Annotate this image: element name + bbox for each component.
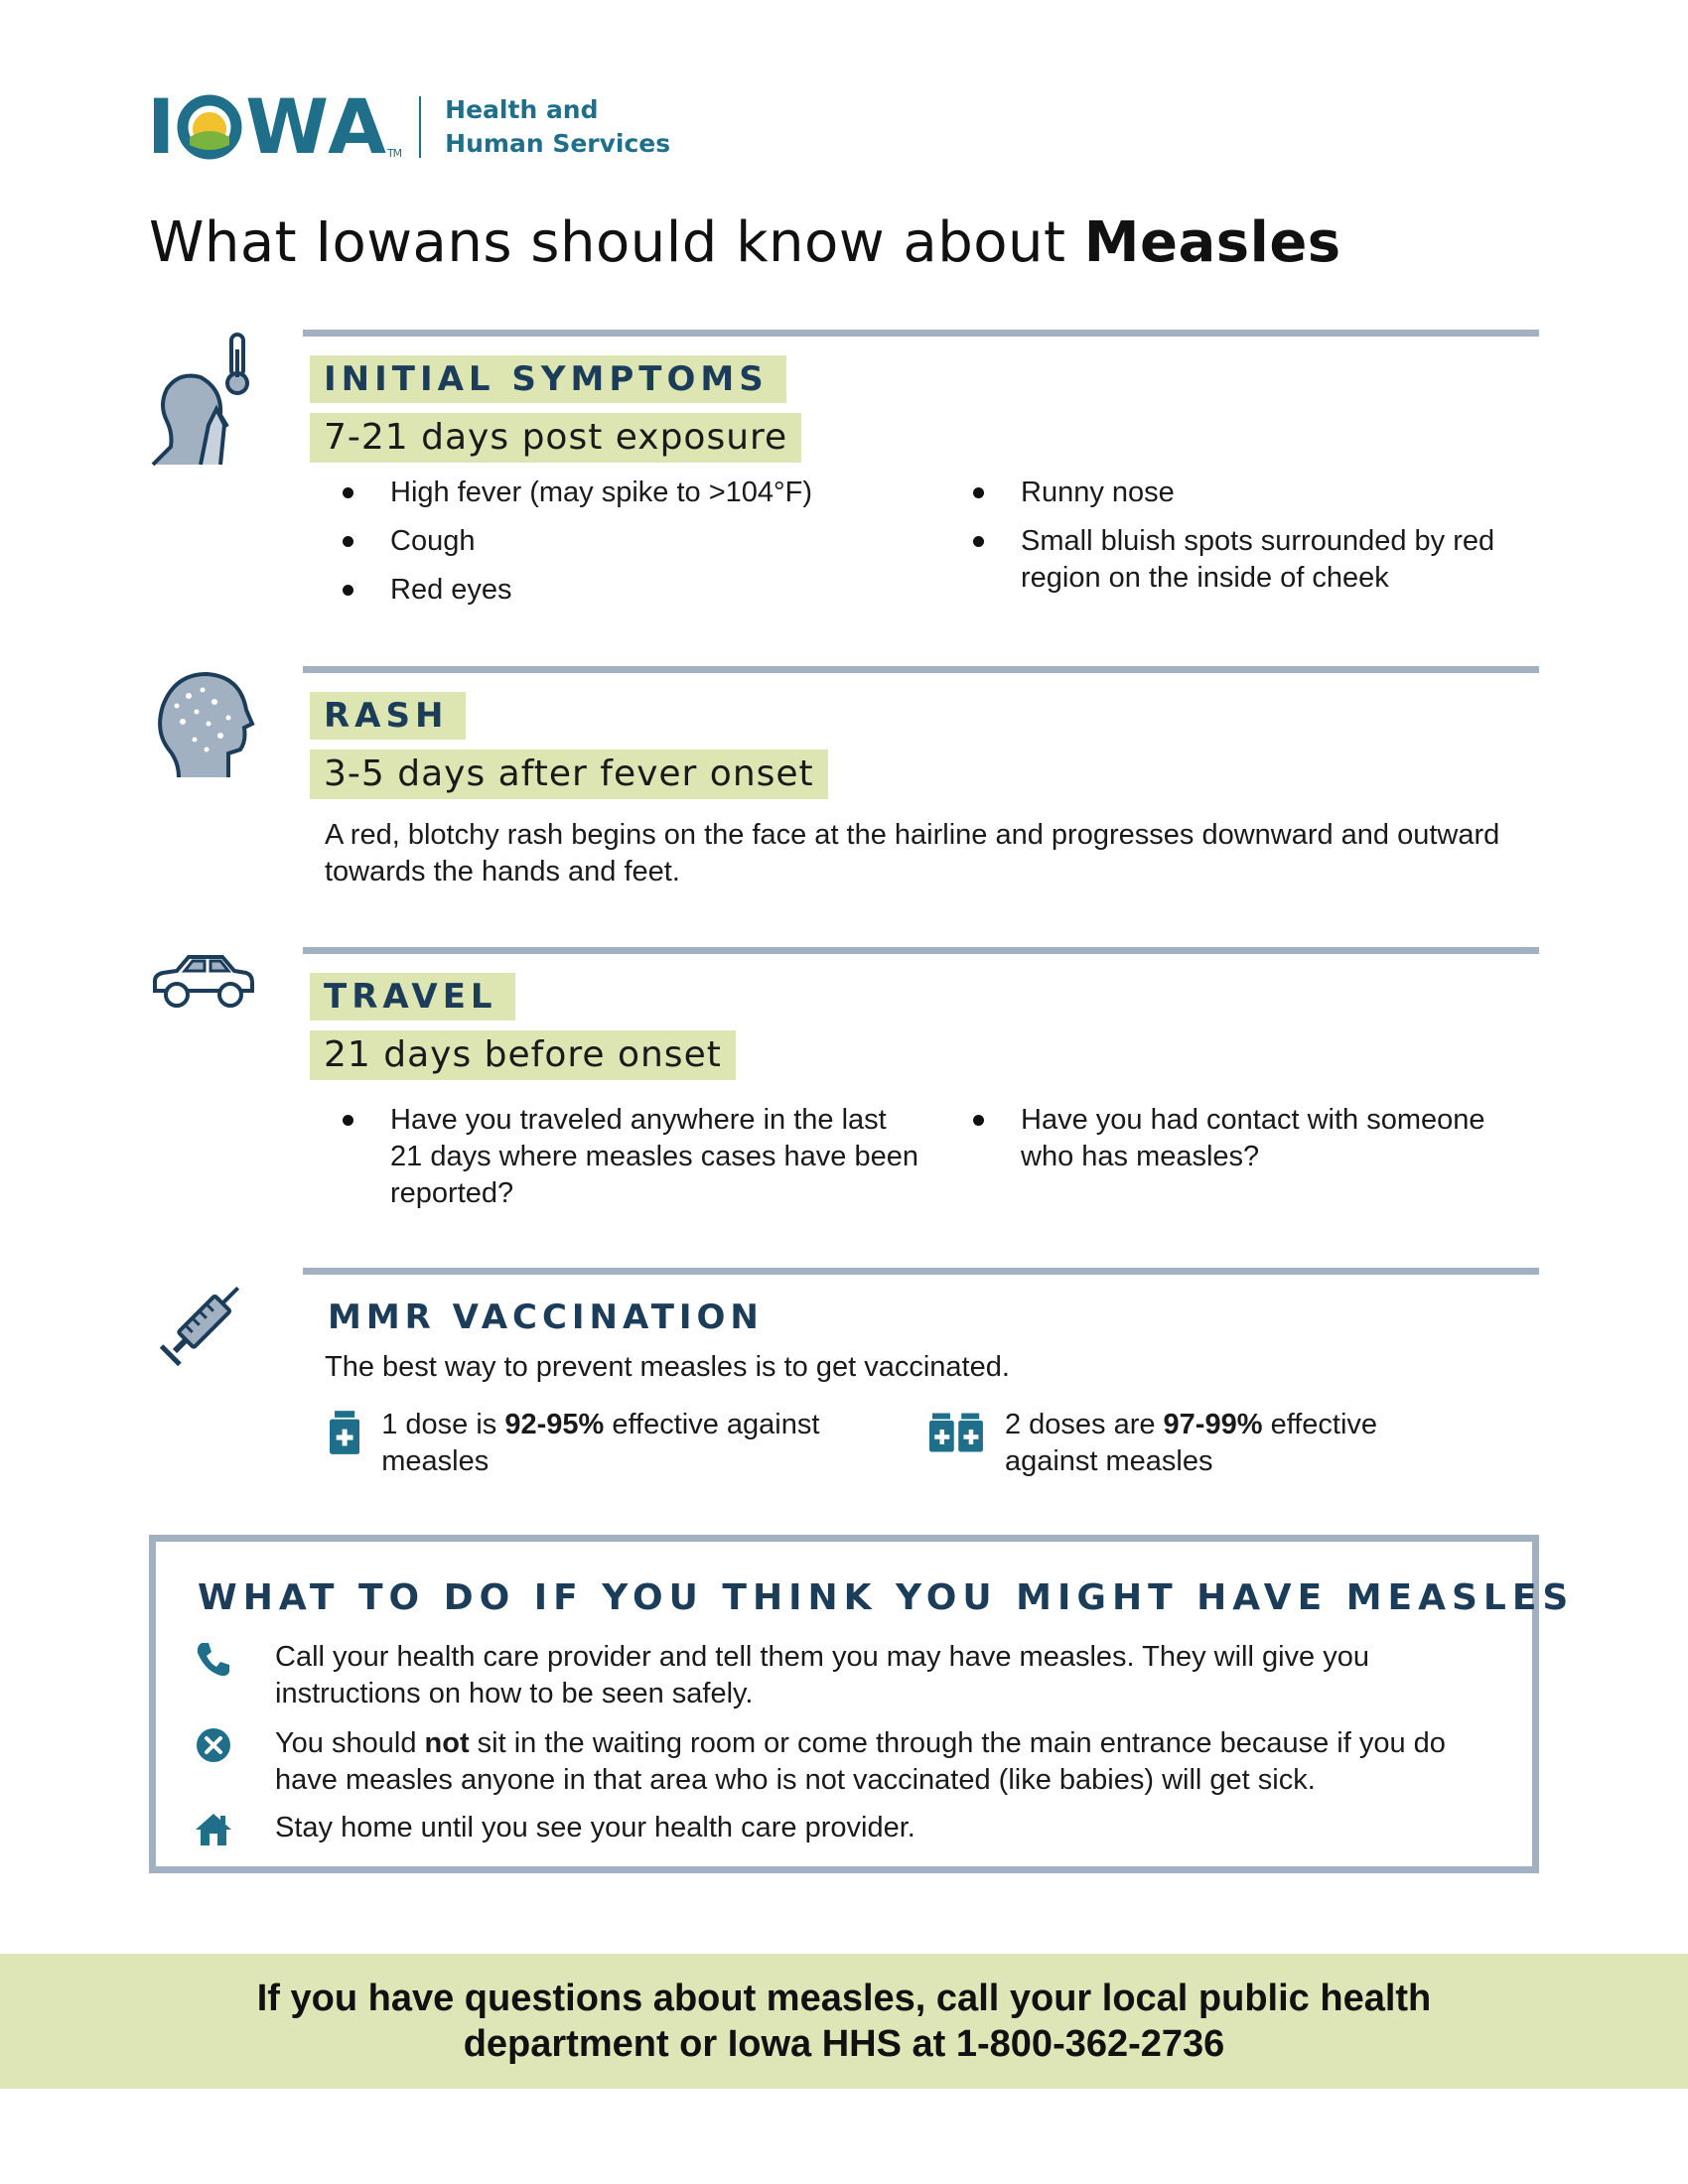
action-call-text: Call your health care provider and tell them you may have measles. They will give you instructions on how to be seen safely. (275, 1641, 1369, 1709)
section-divider (303, 666, 1539, 673)
section-heading-initial-symptoms: INITIAL SYMPTOMS (310, 355, 786, 403)
symptom-list-right (973, 475, 1529, 609)
action-avoid-text-c: sit in the waiting room or come through the main entrance because if you do have measles anyone in that area who is not vaccinated (like babies) will get sick. (275, 1727, 1446, 1796)
section-rash (149, 666, 1539, 904)
action-item-call (194, 1639, 1504, 1712)
dose-two-text (1005, 1407, 1446, 1480)
fever-person-icon (149, 330, 258, 469)
list-item: Red eyes (343, 572, 918, 609)
section-heading-travel: TRAVEL (310, 973, 515, 1021)
logo-subtitle (445, 93, 670, 161)
syringe-icon (149, 1268, 258, 1377)
vaccine-vial-icon (330, 1407, 359, 1458)
action-avoid-text-a: You should (275, 1727, 425, 1759)
logo-letter-w: W (245, 82, 329, 171)
list-item: Cough (343, 523, 918, 560)
iowa-hhs-logo (147, 82, 671, 171)
section-initial-symptoms (149, 330, 1539, 627)
section-subheading-travel: 21 days before onset (310, 1030, 736, 1080)
dose-one-text (381, 1407, 846, 1480)
list-item: Have you had contact with someone who has measles? (973, 1102, 1529, 1175)
logo-sun-icon (176, 93, 243, 161)
list-item: High fever (may spike to >104°F) (343, 475, 918, 511)
section-divider (303, 947, 1539, 954)
page-title (149, 210, 1341, 275)
title-regular: What Iowans should know about (149, 210, 1084, 275)
action-item-stay-home (194, 1810, 1504, 1849)
dose-one-text-c: effective against measles (381, 1409, 820, 1477)
logo-subtitle-line1: Health and (445, 95, 599, 124)
section-subheading-initial-symptoms: 7-21 days post exposure (310, 413, 801, 463)
logo-trademark: TM (386, 147, 402, 160)
dose-two-percent: 97-99% (1163, 1409, 1263, 1440)
list-item: Runny nose (973, 475, 1529, 511)
x-circle-icon (194, 1725, 233, 1765)
phone-icon (194, 1639, 233, 1679)
rash-description: A red, blotchy rash begins on the face at the hairline and progresses downward and outward towards the hands and feet. (325, 819, 1500, 887)
logo-subtitle-line2: Human Services (445, 129, 671, 158)
vaccination-intro: The best way to prevent measles is to get vaccinated. (325, 1351, 1010, 1383)
logo-wordmark (147, 82, 402, 171)
travel-list-left (343, 1102, 918, 1224)
dose-two-text-c: effective against measles (1004, 1409, 1378, 1477)
list-item: Have you traveled anywhere in the last 21 days where measles cases have been reported? (343, 1102, 918, 1212)
list-item: Small bluish spots surrounded by red region on the inside of cheek (973, 523, 1529, 597)
action-avoid-text (275, 1725, 1504, 1799)
section-travel (149, 947, 1539, 1245)
rash-face-icon (149, 666, 258, 785)
title-bold: Measles (1083, 210, 1341, 275)
section-heading-vaccination: MMR VACCINATION (328, 1297, 764, 1337)
dose-two-info (929, 1407, 1446, 1480)
travel-list-right (973, 1102, 1529, 1187)
logo-divider (419, 96, 421, 158)
symptom-list-left (343, 475, 918, 620)
logo-letter-i: I (147, 82, 175, 171)
action-stay-home-text: Stay home until you see your health care provider. (275, 1812, 915, 1843)
what-to-do-heading: WHAT TO DO IF YOU THINK YOU MIGHT HAVE MEASLES (198, 1577, 1575, 1618)
action-item-avoid-waiting-room (194, 1725, 1504, 1799)
two-vaccine-vials-icon (929, 1407, 983, 1458)
section-subheading-rash: 3-5 days after fever onset (310, 750, 828, 799)
section-divider (303, 330, 1539, 337)
footer-banner (0, 1954, 1688, 2089)
logo-letter-a: A (328, 82, 385, 171)
section-heading-rash: RASH (310, 692, 466, 740)
house-icon (194, 1810, 233, 1849)
footer-contact-text: If you have questions about measles, call your local public health department or Iowa HHS at 1-800-362-2736 (256, 1978, 1432, 2065)
car-icon (149, 947, 258, 1017)
dose-one-info (330, 1407, 846, 1480)
section-divider (303, 1268, 1539, 1275)
dose-two-text-a: 2 doses are (1004, 1409, 1164, 1440)
action-avoid-not: not (424, 1727, 470, 1759)
dose-one-percent: 92-95% (504, 1409, 605, 1440)
dose-one-text-a: 1 dose is (381, 1409, 505, 1440)
section-vaccination (149, 1268, 1539, 1506)
what-to-do-box (149, 1535, 1575, 1873)
